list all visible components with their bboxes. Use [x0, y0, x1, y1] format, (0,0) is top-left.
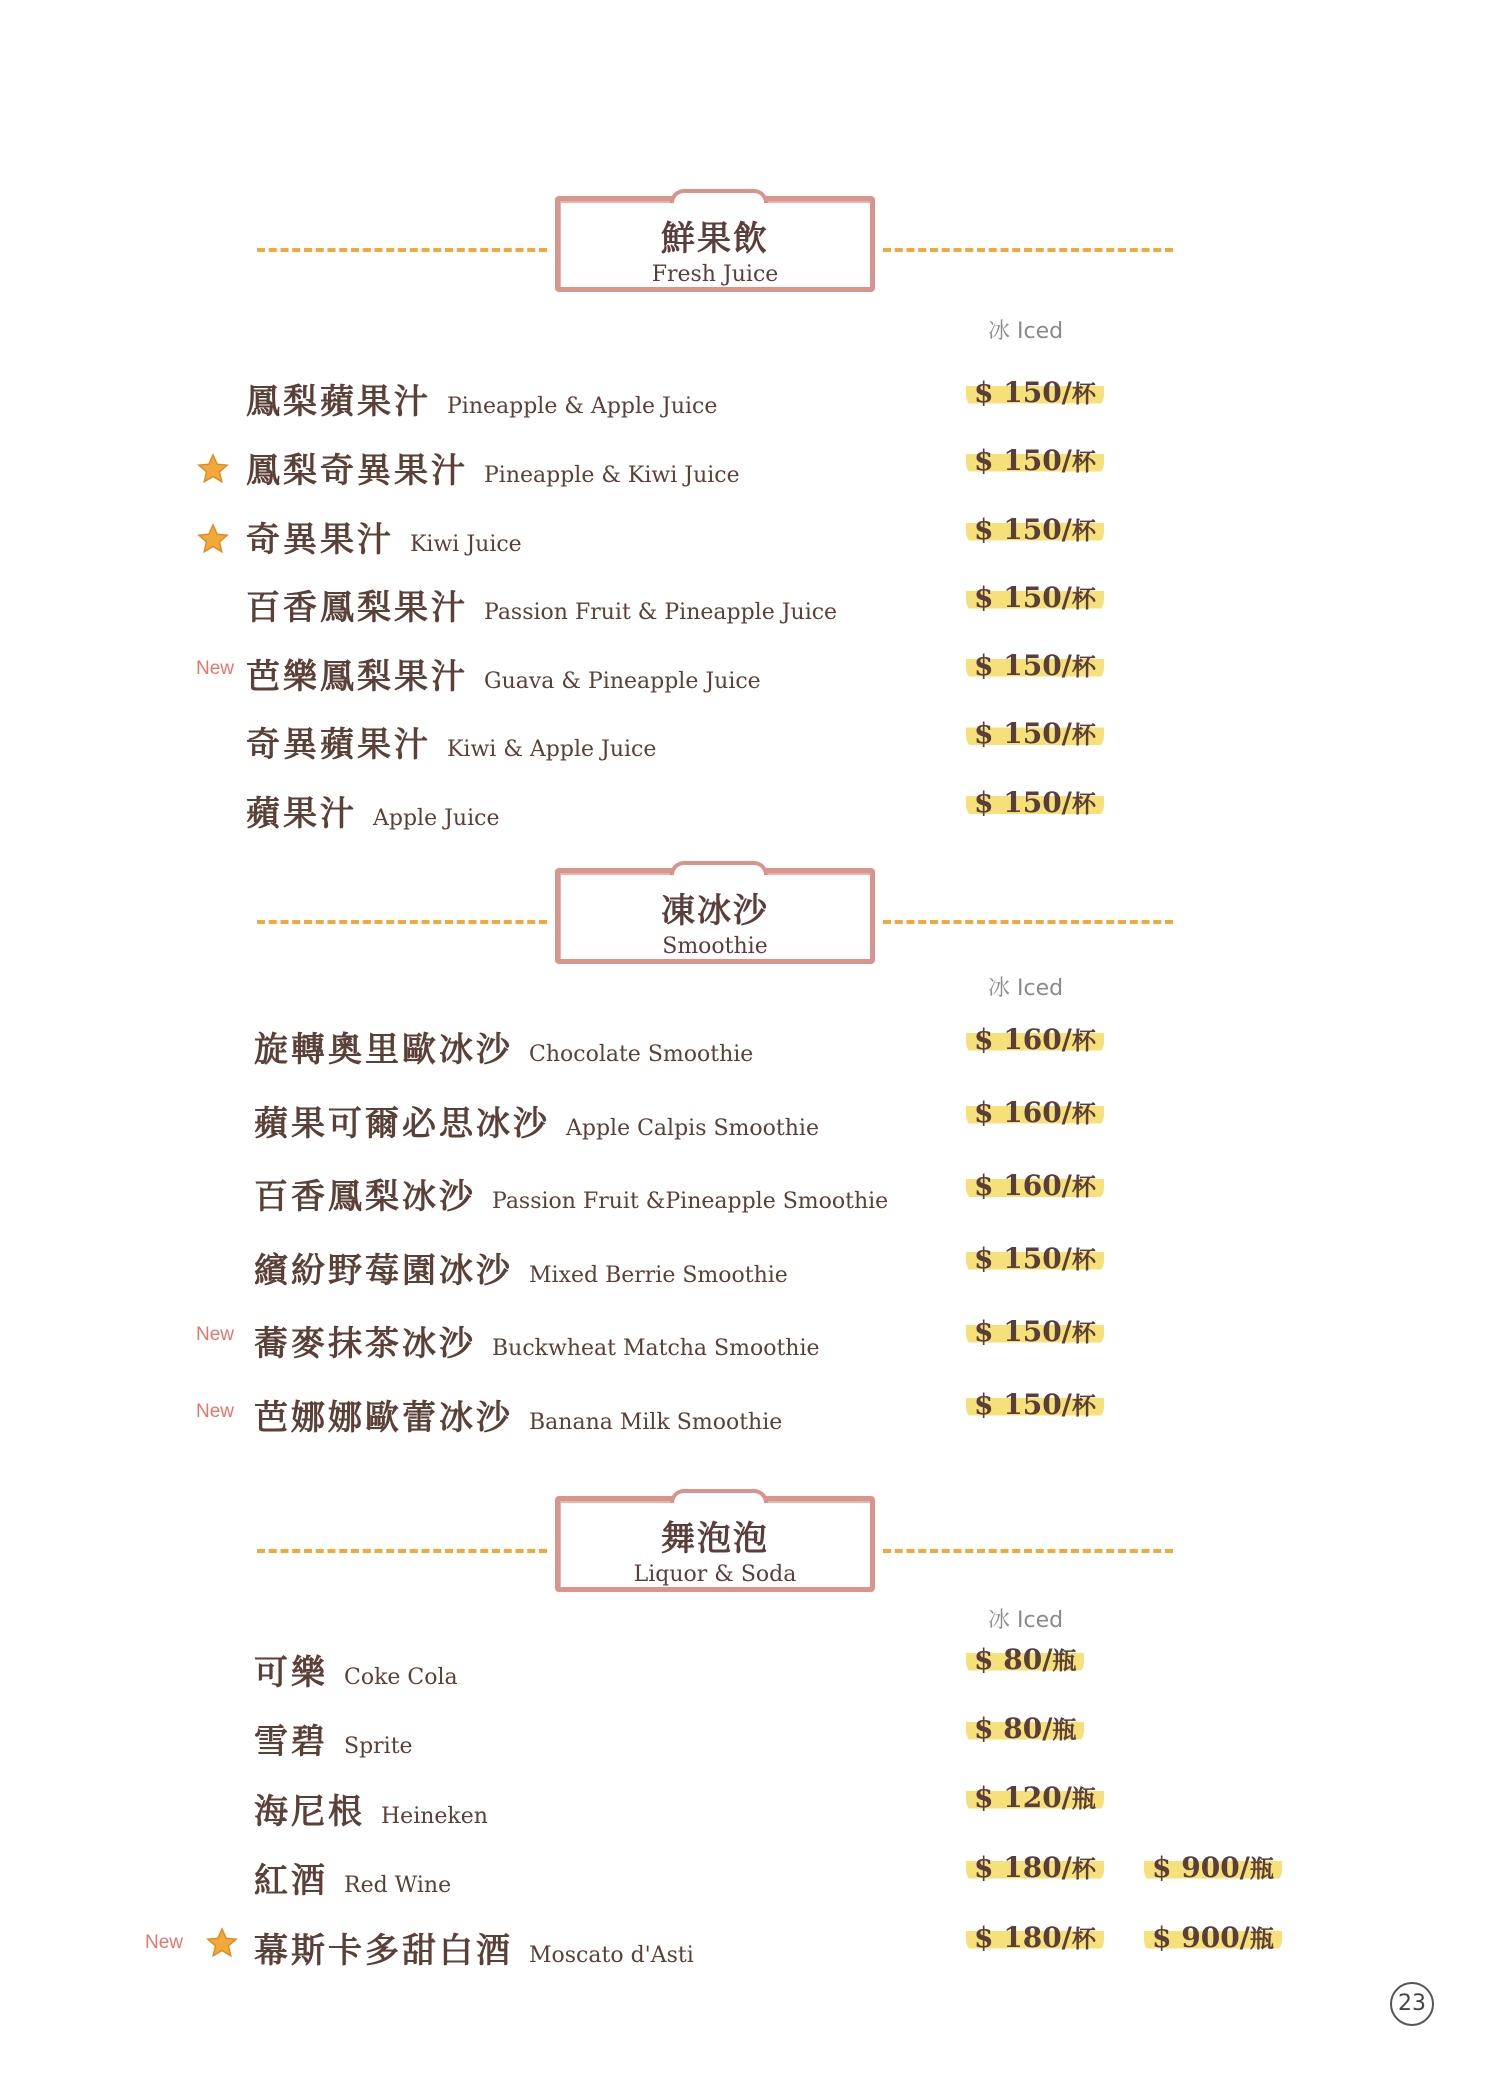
item-name-zh: 百香鳳梨果汁: [246, 588, 468, 628]
item-price-bottle: $ 900/瓶: [1144, 1849, 1282, 1884]
menu-item: [246, 649, 761, 699]
item-price: $ 150/杯: [966, 374, 1104, 409]
new-badge: New: [196, 1401, 235, 1422]
iced-column-header: 冰 Iced: [988, 976, 1064, 1001]
item-name-en: Passion Fruit &Pineapple Smoothie: [492, 1189, 889, 1214]
item-price: $ 160/杯: [966, 1094, 1104, 1129]
menu-item: [254, 1390, 782, 1440]
section-title-en: Liquor & Soda: [633, 1562, 797, 1587]
new-badge: New: [196, 1324, 235, 1345]
menu-item: [246, 717, 656, 767]
menu-item: [254, 1923, 694, 1973]
item-price: $ 150/杯: [966, 715, 1104, 750]
item-name-en: Pineapple & Apple Juice: [447, 394, 718, 419]
item-price: $ 80/瓶: [966, 1710, 1084, 1745]
item-name-en: Sprite: [344, 1734, 413, 1759]
item-price: $ 150/杯: [966, 579, 1104, 614]
item-name-en: Passion Fruit & Pineapple Juice: [484, 600, 838, 625]
menu-item: [254, 1853, 451, 1903]
section-title-en: Smoothie: [662, 934, 768, 959]
new-badge: New: [145, 1932, 184, 1953]
item-name-en: Moscato d'Asti: [529, 1943, 694, 1968]
section-title-en: Fresh Juice: [651, 262, 779, 287]
divider-left: [257, 1549, 547, 1553]
menu-item: [246, 580, 837, 630]
menu-item: [246, 512, 522, 562]
item-name-zh: 幕斯卡多甜白酒: [254, 1931, 513, 1971]
item-name-en: Mixed Berrie Smoothie: [529, 1263, 788, 1288]
menu-item: [254, 1243, 788, 1293]
item-price: $ 80/瓶: [966, 1641, 1084, 1676]
item-price: $ 150/杯: [966, 1313, 1104, 1348]
divider-left: [257, 248, 547, 252]
item-name-zh: 雪碧: [254, 1722, 328, 1762]
item-name-en: Kiwi & Apple Juice: [447, 737, 657, 762]
item-name-zh: 蘋果可爾必思冰沙: [254, 1104, 550, 1144]
menu-item: [254, 1714, 413, 1764]
item-name-zh: 紅酒: [254, 1861, 328, 1901]
menu-item: [254, 1645, 458, 1695]
item-name-en: Buckwheat Matcha Smoothie: [492, 1336, 820, 1361]
item-price: $ 160/杯: [966, 1021, 1104, 1056]
item-name-zh: 芭娜娜歐蕾冰沙: [254, 1398, 513, 1438]
item-name-en: Chocolate Smoothie: [529, 1042, 754, 1067]
item-name-en: Pineapple & Kiwi Juice: [484, 463, 740, 488]
menu-item: [254, 1316, 820, 1366]
section-banner-smoothie: [555, 868, 875, 964]
item-name-en: Banana Milk Smoothie: [529, 1410, 783, 1435]
section-title-zh: 鮮果飲: [661, 219, 769, 259]
item-name-en: Kiwi Juice: [410, 532, 522, 557]
section-banner-fresh-juice: [555, 196, 875, 292]
star-icon: [196, 452, 230, 486]
item-name-zh: 旋轉奧里歐冰沙: [254, 1030, 513, 1070]
item-name-en: Red Wine: [344, 1873, 452, 1898]
item-price: $ 180/杯: [966, 1919, 1104, 1954]
section-title-zh: 凍冰沙: [661, 891, 769, 931]
menu-item: [246, 443, 740, 493]
item-name-zh: 鳳梨蘋果汁: [246, 382, 431, 422]
item-price: $ 120/瓶: [966, 1779, 1104, 1814]
item-price: $ 150/杯: [966, 1240, 1104, 1275]
item-price: $ 160/杯: [966, 1167, 1104, 1202]
menu-item: [254, 1784, 488, 1834]
section-title-zh: 舞泡泡: [661, 1519, 769, 1559]
item-name-en: Apple Juice: [373, 806, 500, 831]
item-price: $ 150/杯: [966, 511, 1104, 546]
divider-right: [883, 1549, 1173, 1553]
page-number: 23: [1390, 1982, 1434, 2026]
item-price: $ 150/杯: [966, 784, 1104, 819]
menu-item: [246, 786, 499, 836]
item-name-zh: 鳳梨奇異果汁: [246, 451, 468, 491]
item-name-zh: 蕎麥抹茶冰沙: [254, 1324, 476, 1364]
star-icon: [196, 522, 230, 556]
iced-column-header: 冰 Iced: [988, 1608, 1064, 1633]
item-name-zh: 奇異蘋果汁: [246, 725, 431, 765]
new-badge: New: [196, 658, 235, 679]
item-name-zh: 芭樂鳳梨果汁: [246, 657, 468, 697]
item-price: $ 150/杯: [966, 442, 1104, 477]
item-name-en: Heineken: [381, 1804, 488, 1829]
item-name-zh: 百香鳳梨冰沙: [254, 1177, 476, 1217]
menu-item: [254, 1022, 753, 1072]
item-name-zh: 海尼根: [254, 1792, 365, 1832]
item-name-en: Coke Cola: [344, 1665, 458, 1690]
star-icon: [205, 1926, 239, 1960]
item-name-zh: 奇異果汁: [246, 520, 394, 560]
item-name-en: Apple Calpis Smoothie: [566, 1116, 819, 1141]
item-name-zh: 蘋果汁: [246, 794, 357, 834]
divider-right: [883, 920, 1173, 924]
divider-right: [883, 248, 1173, 252]
menu-item: [246, 374, 717, 424]
section-banner-liquor-soda: [555, 1496, 875, 1592]
item-price-bottle: $ 900/瓶: [1144, 1919, 1282, 1954]
item-name-zh: 繽紛野莓園冰沙: [254, 1251, 513, 1291]
menu-item: [254, 1096, 819, 1146]
item-price: $ 150/杯: [966, 647, 1104, 682]
iced-column-header: 冰 Iced: [988, 319, 1064, 344]
item-name-zh: 可樂: [254, 1653, 328, 1693]
divider-left: [257, 920, 547, 924]
item-price: $ 180/杯: [966, 1849, 1104, 1884]
item-price: $ 150/杯: [966, 1386, 1104, 1421]
item-name-en: Guava & Pineapple Juice: [484, 669, 761, 694]
menu-item: [254, 1169, 888, 1219]
